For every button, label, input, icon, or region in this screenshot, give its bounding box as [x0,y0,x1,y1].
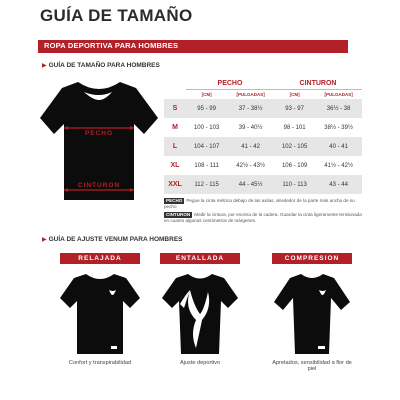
table-row [164,156,362,175]
waist-cm-cell: 102 - 105 [281,143,308,150]
chest-in-cell: 39 - 40½ [238,124,263,131]
chest-in-cell: 37 - 38½ [238,105,263,112]
chest-cm-cell: 104 - 107 [193,143,220,150]
bullet-arrow-icon: ▶ [42,237,47,243]
chest-label: PECHO [84,130,114,137]
fit-caption: Apretados, sensibilidad a flor de piel [272,360,352,372]
fit-caption: Ajuste deportivo [179,360,221,366]
fit-guide-subtitle-text: GUÍA DE AJUSTE VENUM PARA HOMBRES [48,236,183,243]
fit-compression [272,253,352,372]
size-cell: XL [170,162,180,169]
measurement-shirt [38,78,160,202]
fit-caption: Confort y transpirabilidad [68,360,132,366]
chest-in-cell: 41 - 42 [241,143,260,150]
size-guide-subtitle [42,62,160,69]
measurement-notes [164,198,364,224]
chest-cm-cell: 112 - 115 [194,181,219,188]
chest-header: PECHO [186,78,274,90]
size-guide-subtitle-text: GUÍA DE TAMAÑO PARA HOMBRES [48,62,160,69]
fitted-shirt-icon [160,268,240,360]
waist-in-cell: 38½ - 39½ [324,124,353,131]
waist-cm-cell: 106 - 109 [281,162,308,169]
table-row [164,118,362,137]
banner-label: ROPA DEPORTIVA PARA HOMBRES [44,41,179,50]
unit-cm: [CM] [289,92,300,97]
fit-label: ENTALLADA [160,253,240,264]
section-banner [38,40,348,53]
size-cell: M [172,124,178,131]
fit-label: RELAJADA [60,253,140,264]
table-row [164,99,362,118]
unit-in: [PULGADAS] [324,92,353,97]
waist-in-cell: 41½ - 42½ [324,162,353,169]
waist-in-cell: 36½ - 38 [326,105,351,112]
waist-header: CINTURON [274,78,362,90]
size-cell: L [172,143,178,150]
note-waist [164,212,364,224]
note-chest [164,198,364,210]
size-cell: S [172,105,178,112]
chest-in-cell: 42½ - 43½ [236,162,265,169]
table-row [164,137,362,156]
size-table [164,78,362,194]
compression-shirt-icon [272,268,352,360]
fit-label: COMPRESION [272,253,352,264]
waist-cm-cell: 93 - 97 [285,105,304,112]
relaxed-shirt-icon [60,268,140,360]
bullet-arrow-icon: ▶ [42,63,47,69]
chest-in-cell: 44 - 45½ [238,181,263,188]
size-cell: XXL [168,181,182,188]
waist-label: CINTURON [77,182,121,189]
unit-cm: [CM] [201,92,212,97]
chest-cm-cell: 95 - 99 [197,105,216,112]
table-row [164,175,362,194]
chest-cm-cell: 100 - 103 [193,124,220,131]
waist-cm-cell: 98 - 101 [283,124,306,131]
note-tag: PECHO [166,198,183,203]
fit-guide-subtitle [42,236,183,243]
note-text: Medir la cintura, por encima de la cadera. Guardar la cinta ligeramente tensionada en cuanto algunos centímetros de márgenes. [164,212,362,223]
waist-cm-cell: 110 - 113 [282,181,307,188]
waist-in-cell: 40 - 41 [329,143,348,150]
fit-relaxed [60,253,140,366]
note-tag: CINTURON [166,212,191,217]
note-text: Pegue la cinta métrica debajo de las axilas, alrededor de la parte más ancha de su pecho [164,198,355,209]
chest-cm-cell: 108 - 111 [194,162,219,169]
fit-fitted [160,253,240,366]
page-title: GUÍA DE TAMAÑO [40,6,193,25]
waist-in-cell: 43 - 44 [329,181,348,188]
unit-in: [PULGADAS] [236,92,265,97]
